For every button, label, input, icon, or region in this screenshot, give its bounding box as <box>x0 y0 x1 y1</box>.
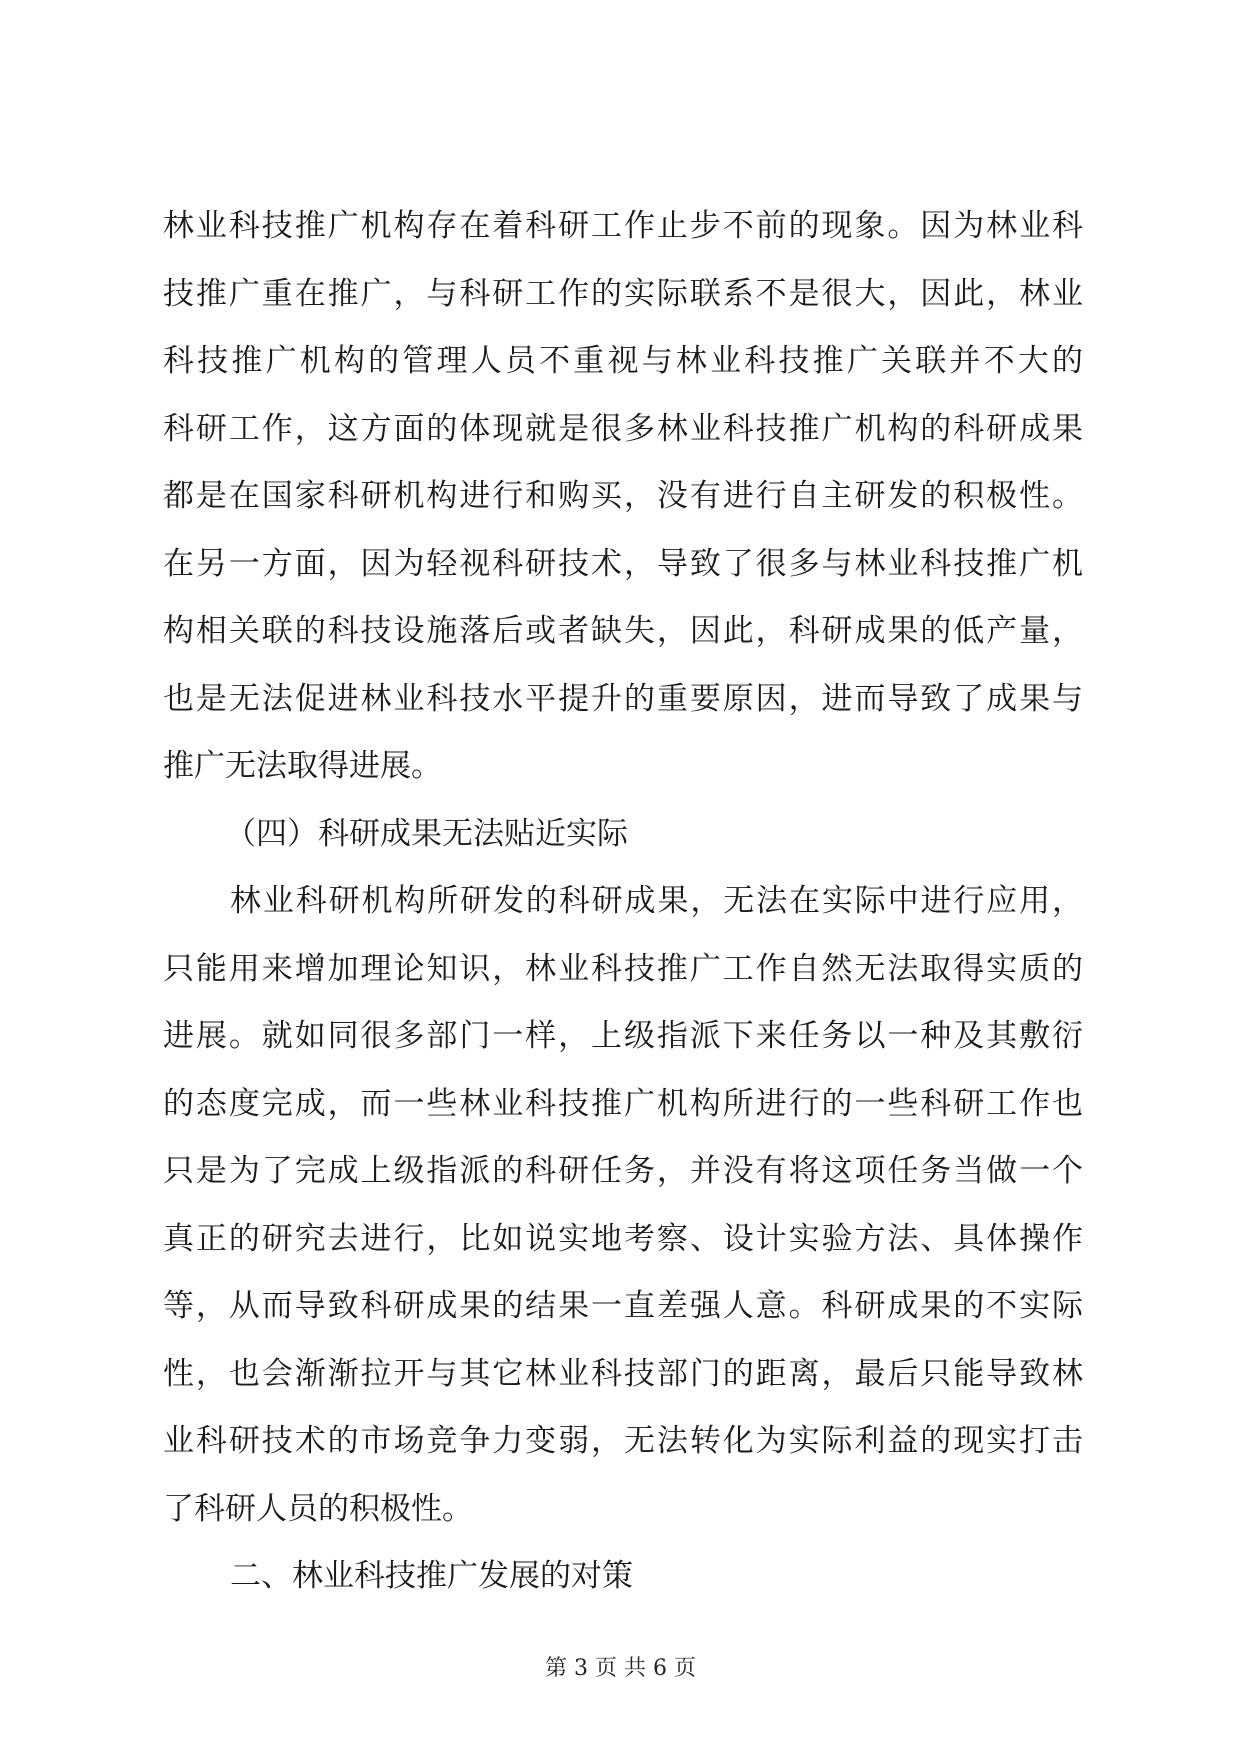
paragraph-line: 在另一方面，因为轻视科研技术，导致了很多与林业科技推广机 <box>163 545 1083 582</box>
paragraph-line: 的态度完成，而一些林业科技推广机构所进行的一些科研工作也 <box>163 1085 1083 1122</box>
paragraph-line: 也是无法促进林业科技水平提升的重要原因，进而导致了成果与 <box>163 680 1083 717</box>
paragraph-line: 林业科研机构所研发的科研成果，无法在实际中进行应用， <box>230 883 1083 919</box>
paragraph-line: 推广无法取得进展。 <box>163 748 442 784</box>
paragraph-line: 只是为了完成上级指派的科研任务，并没有将这项任务当做一个 <box>163 1153 1083 1189</box>
paragraph-line: 技推广重在推广，与科研工作的实际联系不是很大，因此，林业 <box>163 275 1083 312</box>
section-heading: 二、林业科技推广发展的对策 <box>230 1558 633 1594</box>
page-footer: 第 3 页 共 6 页 <box>545 1655 696 1681</box>
paragraph-line: 都是在国家科研机构进行和购买，没有进行自主研发的积极性。 <box>163 478 1083 514</box>
paragraph-line: 等，从而导致科研成果的结果一直差强人意。科研成果的不实际 <box>163 1288 1083 1324</box>
section-heading: （四）科研成果无法贴近实际 <box>225 815 628 852</box>
paragraph-line: 只能用来增加理论知识，林业科技推广工作自然无法取得实质的 <box>163 950 1083 987</box>
paragraph-line: 林业科技推广机构存在着科研工作止步不前的现象。因为林业科 <box>163 208 1083 244</box>
paragraph-line: 了科研人员的积极性。 <box>163 1490 473 1527</box>
paragraph-line: 科技推广机构的管理人员不重视与林业科技推广关联并不大的 <box>163 343 1083 379</box>
paragraph-line: 进展。就如同很多部门一样，上级指派下来任务以一种及其敷衍 <box>163 1018 1083 1054</box>
paragraph-line: 性，也会渐渐拉开与其它林业科技部门的距离，最后只能导致林 <box>163 1355 1083 1392</box>
paragraph-line: 构相关联的科技设施落后或者缺失，因此，科研成果的低产量， <box>163 613 1083 649</box>
paragraph-line: 科研工作，这方面的体现就是很多林业科技推广机构的科研成果 <box>163 410 1083 447</box>
paragraph-line: 业科研技术的市场竞争力变弱，无法转化为实际利益的现实打击 <box>163 1423 1083 1459</box>
paragraph-line: 真正的研究去进行，比如说实地考察、设计实验方法、具体操作 <box>163 1220 1083 1257</box>
